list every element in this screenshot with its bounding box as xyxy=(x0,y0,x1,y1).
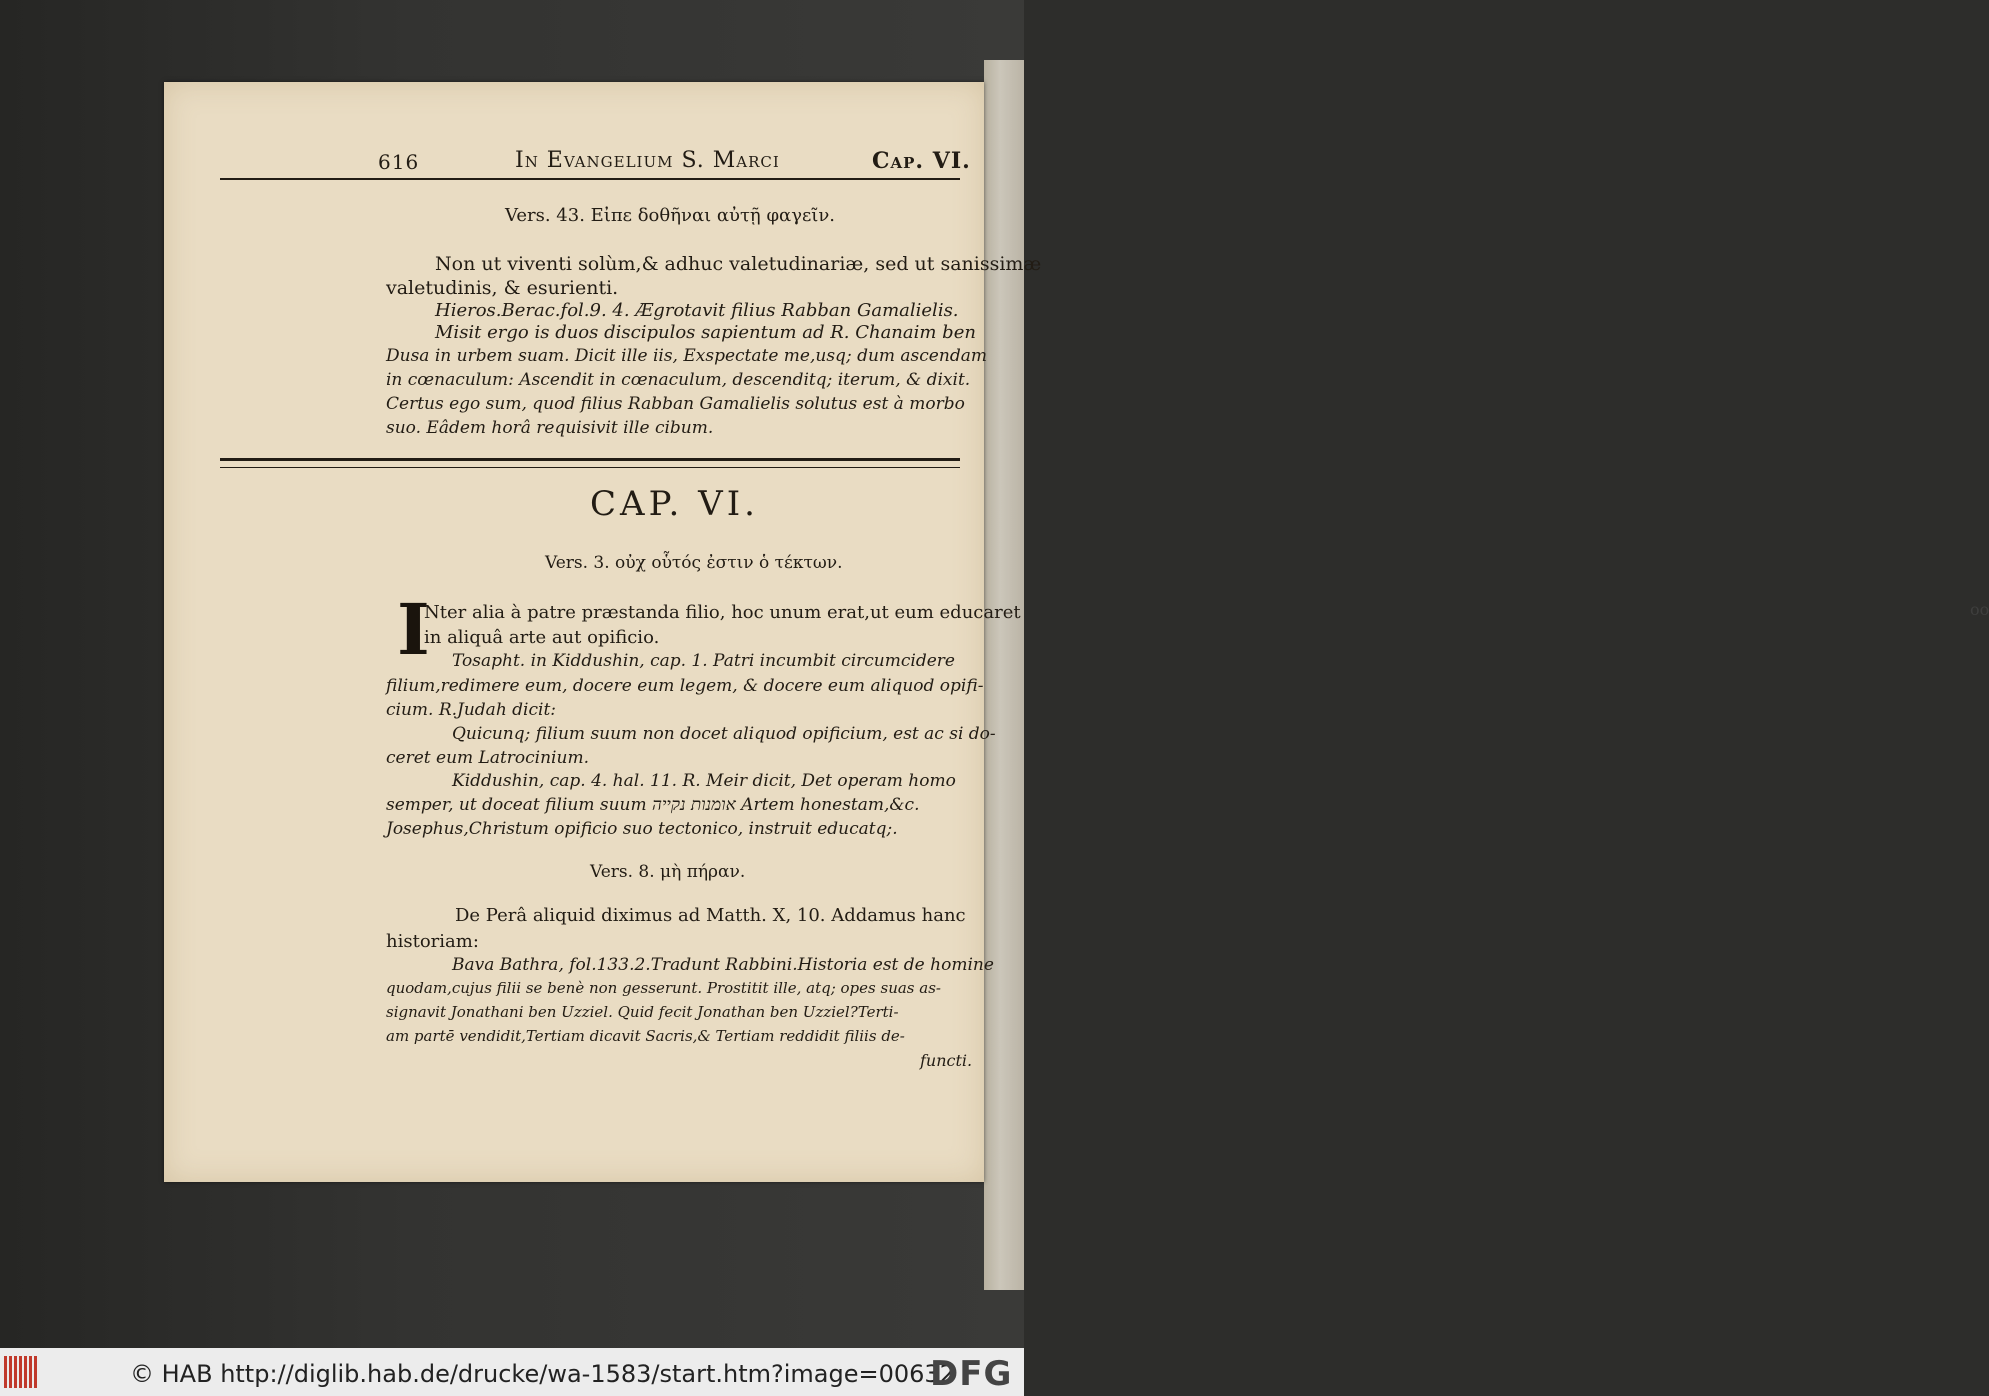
italic-line: am partē vendidit,Tertiam dicavit Sacris,& Tertiam reddidit filiis de- xyxy=(386,1027,905,1045)
text-line: Nter alia à patre præstanda filio, hoc unum erat,ut eum educaret xyxy=(424,602,1021,623)
verse-heading-8: Vers. 8. μὴ πήραν. xyxy=(590,862,746,882)
text-line: Non ut viventi solùm,& adhuc valetudinariæ, sed ut sanissimæ xyxy=(435,253,1042,275)
italic-line: Kiddushin, cap. 4. hal. 11. R. Meir dicit, Det operam homo xyxy=(452,771,956,791)
section-rule-thick xyxy=(220,458,960,461)
text-line: historiam: xyxy=(386,931,479,952)
page-number: 616 xyxy=(378,150,420,174)
text-line: De Perâ aliquid diximus ad Matth. X, 10. Addamus hanc xyxy=(455,905,966,926)
running-chapter: Cap. VI. xyxy=(872,148,971,174)
italic-line: Certus ego sum, quod filius Rabban Gamalielis solutus est à morbo xyxy=(386,394,965,414)
drop-cap: I xyxy=(397,588,430,671)
dfg-logo: DFG xyxy=(930,1354,1013,1394)
next-page-edge xyxy=(984,60,1989,1290)
barcode-icon xyxy=(4,1356,40,1388)
italic-line: Josephus,Christum opificio suo tectonico, instruit educatq;. xyxy=(386,819,898,839)
verse-heading-43: Vers. 43. Εἰπε δοθῆναι αὐτῇ φαγεῖν. xyxy=(505,205,836,226)
italic-line: Misit ergo is duos discipulos sapientum ad R. Chanaim ben xyxy=(435,322,976,343)
chapter-heading: CAP. VI. xyxy=(590,484,759,524)
italic-line: suo. Eâdem horâ requisivit ille cibum. xyxy=(386,418,714,438)
italic-line: Bava Bathra, fol.133.2.Tradunt Rabbini.Historia est de homine xyxy=(452,955,994,975)
text-line: valetudinis, & esurienti. xyxy=(386,277,619,299)
verse-heading-3: Vers. 3. οὐχ οὗτός ἐστιν ὁ τέκτων. xyxy=(545,553,843,573)
copyright-link[interactable]: © HAB http://diglib.hab.de/drucke/wa-1583/start.htm?image=00632 xyxy=(130,1360,955,1388)
italic-line: functi. xyxy=(920,1051,973,1070)
italic-line: Hieros.Berac.fol.9. 4. Ægrotavit filius Rabban Gamalielis. xyxy=(435,300,959,321)
italic-line: quodam,cujus filii se benè non gesserunt. Prostitit ille, atq; opes suas as- xyxy=(386,979,941,997)
italic-line: ceret eum Latrocinium. xyxy=(386,748,589,768)
italic-line: Tosapht. in Kiddushin, cap. 1. Patri incumbit circumcidere xyxy=(452,651,955,671)
italic-line: Dusa in urbem suam. Dicit ille iis, Exspectate me,usq; dum ascendam xyxy=(386,346,987,366)
section-rule-thin xyxy=(220,467,960,468)
header-rule xyxy=(220,178,960,180)
bleed-text: oo xyxy=(1970,600,1989,619)
italic-line: signavit Jonathani ben Uzziel. Quid fecit Jonathan ben Uzziel?Terti- xyxy=(386,1003,899,1021)
italic-line: Quicunq; filium suum non docet aliquod opificium, est ac si do- xyxy=(452,724,996,744)
italic-line: in cœnaculum: Ascendit in cœnaculum, descenditq; iterum, & dixit. xyxy=(386,370,971,390)
running-title: In Evangelium S. Marci xyxy=(515,148,780,173)
text-line: in aliquâ arte aut opificio. xyxy=(424,627,660,648)
italic-line: cium. R.Judah dicit: xyxy=(386,700,557,720)
italic-line: filium,redimere eum, docere eum legem, & docere eum aliquod opifi- xyxy=(386,676,984,696)
italic-line: semper, ut doceat filium suum אומנות נקייה Artem honestam,&c. xyxy=(386,795,920,815)
